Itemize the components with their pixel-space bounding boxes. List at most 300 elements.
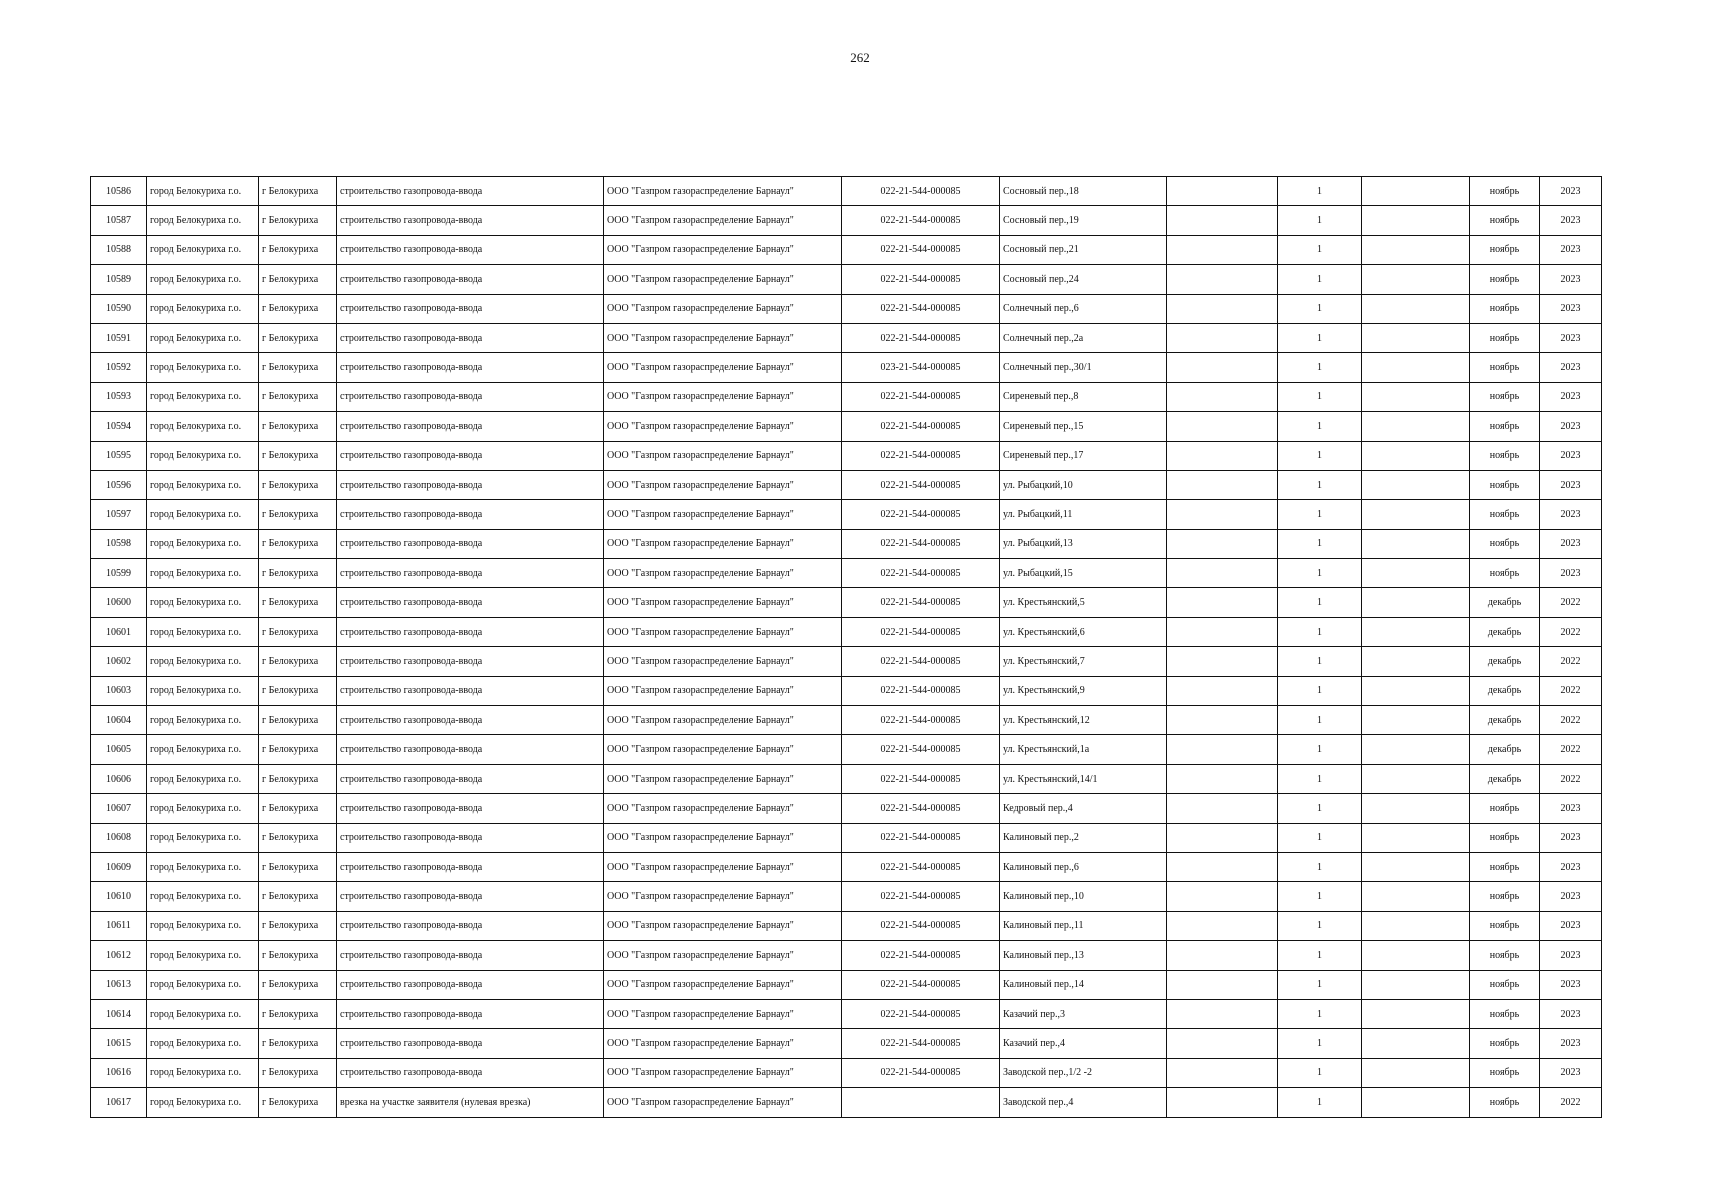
table-row	[91, 529, 1602, 558]
code-cell: 022-21-544-000085	[842, 764, 1000, 793]
work-type-cell: строительство газопровода-ввода	[337, 235, 604, 264]
work-type-cell: строительство газопровода-ввода	[337, 206, 604, 235]
table-row	[91, 1029, 1602, 1058]
work-type-cell: строительство газопровода-ввода	[337, 823, 604, 852]
quantity-cell: 1	[1278, 588, 1362, 617]
code-cell: 022-21-544-000085	[842, 882, 1000, 911]
address-cell: Сосновый пер.,21	[1000, 235, 1167, 264]
empty-cell	[1362, 706, 1470, 735]
empty-cell	[1362, 529, 1470, 558]
empty-cell	[1167, 941, 1278, 970]
year-cell: 2023	[1540, 206, 1602, 235]
operator-cell: ООО "Газпром газораспределение Барнаул"	[604, 676, 842, 705]
row-number-cell: 10588	[91, 235, 147, 264]
empty-cell	[1362, 1058, 1470, 1087]
quantity-cell: 1	[1278, 794, 1362, 823]
year-cell: 2023	[1540, 177, 1602, 206]
row-number-cell: 10612	[91, 941, 147, 970]
code-cell	[842, 1088, 1000, 1117]
month-cell: ноябрь	[1470, 323, 1540, 352]
table-row	[91, 1058, 1602, 1087]
code-cell: 022-21-544-000085	[842, 941, 1000, 970]
empty-cell	[1167, 794, 1278, 823]
empty-cell	[1362, 353, 1470, 382]
month-cell: ноябрь	[1470, 265, 1540, 294]
operator-cell: ООО "Газпром газораспределение Барнаул"	[604, 882, 842, 911]
quantity-cell: 1	[1278, 1058, 1362, 1087]
quantity-cell: 1	[1278, 265, 1362, 294]
table-row	[91, 441, 1602, 470]
year-cell: 2023	[1540, 529, 1602, 558]
table-row	[91, 882, 1602, 911]
month-cell: ноябрь	[1470, 294, 1540, 323]
address-cell: Солнечный пер.,2а	[1000, 323, 1167, 352]
year-cell: 2023	[1540, 470, 1602, 499]
locality-cell: г Белокуриха	[259, 1088, 337, 1117]
operator-cell: ООО "Газпром газораспределение Барнаул"	[604, 970, 842, 999]
district-cell: город Белокуриха г.о.	[147, 735, 259, 764]
empty-cell	[1167, 1058, 1278, 1087]
empty-cell	[1362, 500, 1470, 529]
district-cell: город Белокуриха г.о.	[147, 999, 259, 1028]
empty-cell	[1362, 794, 1470, 823]
row-number-cell: 10610	[91, 882, 147, 911]
district-cell: город Белокуриха г.о.	[147, 588, 259, 617]
table-row	[91, 382, 1602, 411]
register-table	[90, 176, 1602, 1118]
address-cell: ул. Рыбацкий,15	[1000, 559, 1167, 588]
code-cell: 022-21-544-000085	[842, 647, 1000, 676]
empty-cell	[1362, 470, 1470, 499]
code-cell: 022-21-544-000085	[842, 999, 1000, 1028]
year-cell: 2023	[1540, 999, 1602, 1028]
address-cell: ул. Крестьянский,14/1	[1000, 764, 1167, 793]
district-cell: город Белокуриха г.о.	[147, 441, 259, 470]
address-cell: Казачий пер.,4	[1000, 1029, 1167, 1058]
table-row	[91, 235, 1602, 264]
district-cell: город Белокуриха г.о.	[147, 676, 259, 705]
address-cell: ул. Крестьянский,7	[1000, 647, 1167, 676]
locality-cell: г Белокуриха	[259, 647, 337, 676]
empty-cell	[1167, 559, 1278, 588]
code-cell: 022-21-544-000085	[842, 382, 1000, 411]
operator-cell: ООО "Газпром газораспределение Барнаул"	[604, 823, 842, 852]
district-cell: город Белокуриха г.о.	[147, 794, 259, 823]
table-row	[91, 412, 1602, 441]
month-cell: ноябрь	[1470, 1058, 1540, 1087]
empty-cell	[1167, 323, 1278, 352]
empty-cell	[1362, 617, 1470, 646]
work-type-cell: строительство газопровода-ввода	[337, 735, 604, 764]
row-number-cell: 10608	[91, 823, 147, 852]
row-number-cell: 10606	[91, 764, 147, 793]
code-cell: 022-21-544-000085	[842, 470, 1000, 499]
row-number-cell: 10602	[91, 647, 147, 676]
year-cell: 2022	[1540, 735, 1602, 764]
row-number-cell: 10617	[91, 1088, 147, 1117]
empty-cell	[1362, 647, 1470, 676]
locality-cell: г Белокуриха	[259, 970, 337, 999]
empty-cell	[1167, 177, 1278, 206]
address-cell: Калиновый пер.,14	[1000, 970, 1167, 999]
empty-cell	[1362, 235, 1470, 264]
work-type-cell: строительство газопровода-ввода	[337, 1058, 604, 1087]
address-cell: Сиреневый пер.,8	[1000, 382, 1167, 411]
quantity-cell: 1	[1278, 882, 1362, 911]
month-cell: декабрь	[1470, 706, 1540, 735]
empty-cell	[1362, 323, 1470, 352]
month-cell: ноябрь	[1470, 1088, 1540, 1117]
code-cell: 022-21-544-000085	[842, 412, 1000, 441]
address-cell: ул. Рыбацкий,13	[1000, 529, 1167, 558]
district-cell: город Белокуриха г.о.	[147, 265, 259, 294]
empty-cell	[1167, 529, 1278, 558]
empty-cell	[1362, 382, 1470, 411]
empty-cell	[1167, 412, 1278, 441]
address-cell: ул. Крестьянский,1а	[1000, 735, 1167, 764]
address-cell: Сосновый пер.,18	[1000, 177, 1167, 206]
row-number-cell: 10597	[91, 500, 147, 529]
district-cell: город Белокуриха г.о.	[147, 852, 259, 881]
address-cell: Калиновый пер.,2	[1000, 823, 1167, 852]
code-cell: 022-21-544-000085	[842, 206, 1000, 235]
empty-cell	[1167, 1088, 1278, 1117]
work-type-cell: строительство газопровода-ввода	[337, 441, 604, 470]
district-cell: город Белокуриха г.о.	[147, 764, 259, 793]
work-type-cell: строительство газопровода-ввода	[337, 1029, 604, 1058]
address-cell: Калиновый пер.,13	[1000, 941, 1167, 970]
code-cell: 023-21-544-000085	[842, 353, 1000, 382]
quantity-cell: 1	[1278, 617, 1362, 646]
quantity-cell: 1	[1278, 500, 1362, 529]
month-cell: ноябрь	[1470, 911, 1540, 940]
table-row	[91, 999, 1602, 1028]
quantity-cell: 1	[1278, 999, 1362, 1028]
operator-cell: ООО "Газпром газораспределение Барнаул"	[604, 323, 842, 352]
empty-cell	[1362, 911, 1470, 940]
month-cell: ноябрь	[1470, 999, 1540, 1028]
empty-cell	[1167, 382, 1278, 411]
work-type-cell: строительство газопровода-ввода	[337, 412, 604, 441]
operator-cell: ООО "Газпром газораспределение Барнаул"	[604, 852, 842, 881]
work-type-cell: строительство газопровода-ввода	[337, 882, 604, 911]
empty-cell	[1167, 588, 1278, 617]
row-number-cell: 10611	[91, 911, 147, 940]
month-cell: ноябрь	[1470, 941, 1540, 970]
table-row	[91, 559, 1602, 588]
work-type-cell: строительство газопровода-ввода	[337, 941, 604, 970]
operator-cell: ООО "Газпром газораспределение Барнаул"	[604, 529, 842, 558]
code-cell: 022-21-544-000085	[842, 235, 1000, 264]
year-cell: 2023	[1540, 353, 1602, 382]
address-cell: ул. Крестьянский,5	[1000, 588, 1167, 617]
address-cell: ул. Крестьянский,12	[1000, 706, 1167, 735]
row-number-cell: 10615	[91, 1029, 147, 1058]
year-cell: 2023	[1540, 852, 1602, 881]
month-cell: ноябрь	[1470, 852, 1540, 881]
code-cell: 022-21-544-000085	[842, 794, 1000, 823]
code-cell: 022-21-544-000085	[842, 588, 1000, 617]
empty-cell	[1167, 1029, 1278, 1058]
row-number-cell: 10607	[91, 794, 147, 823]
operator-cell: ООО "Газпром газораспределение Барнаул"	[604, 764, 842, 793]
operator-cell: ООО "Газпром газораспределение Барнаул"	[604, 470, 842, 499]
row-number-cell: 10590	[91, 294, 147, 323]
address-cell: ул. Рыбацкий,10	[1000, 470, 1167, 499]
code-cell: 022-21-544-000085	[842, 529, 1000, 558]
operator-cell: ООО "Газпром газораспределение Барнаул"	[604, 706, 842, 735]
empty-cell	[1362, 764, 1470, 793]
address-cell: Кедровый пер.,4	[1000, 794, 1167, 823]
locality-cell: г Белокуриха	[259, 823, 337, 852]
operator-cell: ООО "Газпром газораспределение Барнаул"	[604, 441, 842, 470]
locality-cell: г Белокуриха	[259, 882, 337, 911]
month-cell: ноябрь	[1470, 1029, 1540, 1058]
empty-cell	[1362, 412, 1470, 441]
year-cell: 2023	[1540, 323, 1602, 352]
address-cell: Сиреневый пер.,15	[1000, 412, 1167, 441]
work-type-cell: строительство газопровода-ввода	[337, 706, 604, 735]
locality-cell: г Белокуриха	[259, 559, 337, 588]
month-cell: ноябрь	[1470, 177, 1540, 206]
district-cell: город Белокуриха г.о.	[147, 177, 259, 206]
operator-cell: ООО "Газпром газораспределение Барнаул"	[604, 941, 842, 970]
district-cell: город Белокуриха г.о.	[147, 706, 259, 735]
operator-cell: ООО "Газпром газораспределение Барнаул"	[604, 559, 842, 588]
row-number-cell: 10594	[91, 412, 147, 441]
locality-cell: г Белокуриха	[259, 529, 337, 558]
operator-cell: ООО "Газпром газораспределение Барнаул"	[604, 647, 842, 676]
quantity-cell: 1	[1278, 470, 1362, 499]
address-cell: Калиновый пер.,10	[1000, 882, 1167, 911]
work-type-cell: строительство газопровода-ввода	[337, 617, 604, 646]
locality-cell: г Белокуриха	[259, 294, 337, 323]
empty-cell	[1362, 852, 1470, 881]
quantity-cell: 1	[1278, 911, 1362, 940]
district-cell: город Белокуриха г.о.	[147, 1029, 259, 1058]
address-cell: Заводской пер.,1/2 -2	[1000, 1058, 1167, 1087]
row-number-cell: 10587	[91, 206, 147, 235]
address-cell: Заводской пер.,4	[1000, 1088, 1167, 1117]
month-cell: ноябрь	[1470, 235, 1540, 264]
quantity-cell: 1	[1278, 735, 1362, 764]
operator-cell: ООО "Газпром газораспределение Барнаул"	[604, 177, 842, 206]
locality-cell: г Белокуриха	[259, 794, 337, 823]
operator-cell: ООО "Газпром газораспределение Барнаул"	[604, 353, 842, 382]
operator-cell: ООО "Газпром газораспределение Барнаул"	[604, 382, 842, 411]
code-cell: 022-21-544-000085	[842, 735, 1000, 764]
empty-cell	[1362, 177, 1470, 206]
table-row	[91, 353, 1602, 382]
quantity-cell: 1	[1278, 1088, 1362, 1117]
locality-cell: г Белокуриха	[259, 676, 337, 705]
quantity-cell: 1	[1278, 177, 1362, 206]
page-number: 262	[850, 50, 870, 65]
code-cell: 022-21-544-000085	[842, 1029, 1000, 1058]
district-cell: город Белокуриха г.о.	[147, 941, 259, 970]
empty-cell	[1167, 911, 1278, 940]
table-row	[91, 323, 1602, 352]
work-type-cell: строительство газопровода-ввода	[337, 177, 604, 206]
address-cell: ул. Крестьянский,9	[1000, 676, 1167, 705]
year-cell: 2023	[1540, 882, 1602, 911]
quantity-cell: 1	[1278, 970, 1362, 999]
district-cell: город Белокуриха г.о.	[147, 353, 259, 382]
locality-cell: г Белокуриха	[259, 706, 337, 735]
code-cell: 022-21-544-000085	[842, 1058, 1000, 1087]
work-type-cell: строительство газопровода-ввода	[337, 647, 604, 676]
district-cell: город Белокуриха г.о.	[147, 617, 259, 646]
month-cell: ноябрь	[1470, 470, 1540, 499]
operator-cell: ООО "Газпром газораспределение Барнаул"	[604, 235, 842, 264]
month-cell: ноябрь	[1470, 382, 1540, 411]
empty-cell	[1362, 1088, 1470, 1117]
year-cell: 2022	[1540, 764, 1602, 793]
quantity-cell: 1	[1278, 559, 1362, 588]
quantity-cell: 1	[1278, 823, 1362, 852]
work-type-cell: строительство газопровода-ввода	[337, 529, 604, 558]
table-row	[91, 735, 1602, 764]
year-cell: 2023	[1540, 559, 1602, 588]
table-row	[91, 1088, 1602, 1117]
locality-cell: г Белокуриха	[259, 588, 337, 617]
quantity-cell: 1	[1278, 412, 1362, 441]
quantity-cell: 1	[1278, 323, 1362, 352]
month-cell: ноябрь	[1470, 559, 1540, 588]
year-cell: 2022	[1540, 588, 1602, 617]
code-cell: 022-21-544-000085	[842, 323, 1000, 352]
year-cell: 2023	[1540, 794, 1602, 823]
address-cell: ул. Крестьянский,6	[1000, 617, 1167, 646]
work-type-cell: строительство газопровода-ввода	[337, 588, 604, 617]
code-cell: 022-21-544-000085	[842, 500, 1000, 529]
empty-cell	[1167, 764, 1278, 793]
table-row	[91, 500, 1602, 529]
work-type-cell: строительство газопровода-ввода	[337, 911, 604, 940]
district-cell: город Белокуриха г.о.	[147, 294, 259, 323]
work-type-cell: строительство газопровода-ввода	[337, 265, 604, 294]
code-cell: 022-21-544-000085	[842, 265, 1000, 294]
row-number-cell: 10598	[91, 529, 147, 558]
empty-cell	[1167, 265, 1278, 294]
empty-cell	[1167, 500, 1278, 529]
year-cell: 2022	[1540, 706, 1602, 735]
table-row	[91, 970, 1602, 999]
empty-cell	[1167, 823, 1278, 852]
quantity-cell: 1	[1278, 1029, 1362, 1058]
year-cell: 2023	[1540, 265, 1602, 294]
empty-cell	[1362, 999, 1470, 1028]
locality-cell: г Белокуриха	[259, 353, 337, 382]
locality-cell: г Белокуриха	[259, 852, 337, 881]
locality-cell: г Белокуриха	[259, 764, 337, 793]
operator-cell: ООО "Газпром газораспределение Барнаул"	[604, 1088, 842, 1117]
table-row	[91, 206, 1602, 235]
empty-cell	[1167, 676, 1278, 705]
district-cell: город Белокуриха г.о.	[147, 412, 259, 441]
operator-cell: ООО "Газпром газораспределение Барнаул"	[604, 412, 842, 441]
code-cell: 022-21-544-000085	[842, 911, 1000, 940]
month-cell: ноябрь	[1470, 206, 1540, 235]
empty-cell	[1167, 735, 1278, 764]
district-cell: город Белокуриха г.о.	[147, 529, 259, 558]
locality-cell: г Белокуриха	[259, 1029, 337, 1058]
table-row	[91, 647, 1602, 676]
operator-cell: ООО "Газпром газораспределение Барнаул"	[604, 1029, 842, 1058]
year-cell: 2023	[1540, 1029, 1602, 1058]
locality-cell: г Белокуриха	[259, 382, 337, 411]
code-cell: 022-21-544-000085	[842, 852, 1000, 881]
district-cell: город Белокуриха г.о.	[147, 647, 259, 676]
row-number-cell: 10595	[91, 441, 147, 470]
work-type-cell: строительство газопровода-ввода	[337, 470, 604, 499]
locality-cell: г Белокуриха	[259, 265, 337, 294]
month-cell: ноябрь	[1470, 823, 1540, 852]
operator-cell: ООО "Газпром газораспределение Барнаул"	[604, 265, 842, 294]
empty-cell	[1167, 235, 1278, 264]
month-cell: декабрь	[1470, 735, 1540, 764]
empty-cell	[1362, 294, 1470, 323]
row-number-cell: 10601	[91, 617, 147, 646]
month-cell: декабрь	[1470, 588, 1540, 617]
locality-cell: г Белокуриха	[259, 617, 337, 646]
table-row	[91, 470, 1602, 499]
table-row	[91, 823, 1602, 852]
table-row	[91, 941, 1602, 970]
work-type-cell: строительство газопровода-ввода	[337, 353, 604, 382]
district-cell: город Белокуриха г.о.	[147, 559, 259, 588]
work-type-cell: строительство газопровода-ввода	[337, 852, 604, 881]
month-cell: ноябрь	[1470, 441, 1540, 470]
code-cell: 022-21-544-000085	[842, 706, 1000, 735]
empty-cell	[1167, 999, 1278, 1028]
district-cell: город Белокуриха г.о.	[147, 235, 259, 264]
code-cell: 022-21-544-000085	[842, 617, 1000, 646]
operator-cell: ООО "Газпром газораспределение Барнаул"	[604, 1058, 842, 1087]
year-cell: 2023	[1540, 941, 1602, 970]
row-number-cell: 10589	[91, 265, 147, 294]
empty-cell	[1362, 676, 1470, 705]
row-number-cell: 10600	[91, 588, 147, 617]
row-number-cell: 10596	[91, 470, 147, 499]
district-cell: город Белокуриха г.о.	[147, 323, 259, 352]
year-cell: 2023	[1540, 382, 1602, 411]
empty-cell	[1362, 823, 1470, 852]
address-cell: Казачий пер.,3	[1000, 999, 1167, 1028]
quantity-cell: 1	[1278, 764, 1362, 793]
year-cell: 2023	[1540, 911, 1602, 940]
address-cell: Калиновый пер.,6	[1000, 852, 1167, 881]
row-number-cell: 10603	[91, 676, 147, 705]
district-cell: город Белокуриха г.о.	[147, 382, 259, 411]
table-row	[91, 588, 1602, 617]
table-row	[91, 852, 1602, 881]
empty-cell	[1362, 970, 1470, 999]
table-row	[91, 764, 1602, 793]
district-cell: город Белокуриха г.о.	[147, 1058, 259, 1087]
row-number-cell: 10591	[91, 323, 147, 352]
address-cell: Сиреневый пер.,17	[1000, 441, 1167, 470]
work-type-cell: строительство газопровода-ввода	[337, 500, 604, 529]
work-type-cell: строительство газопровода-ввода	[337, 382, 604, 411]
quantity-cell: 1	[1278, 382, 1362, 411]
row-number-cell: 10599	[91, 559, 147, 588]
month-cell: декабрь	[1470, 617, 1540, 646]
operator-cell: ООО "Газпром газораспределение Барнаул"	[604, 735, 842, 764]
row-number-cell: 10614	[91, 999, 147, 1028]
empty-cell	[1167, 353, 1278, 382]
code-cell: 022-21-544-000085	[842, 676, 1000, 705]
